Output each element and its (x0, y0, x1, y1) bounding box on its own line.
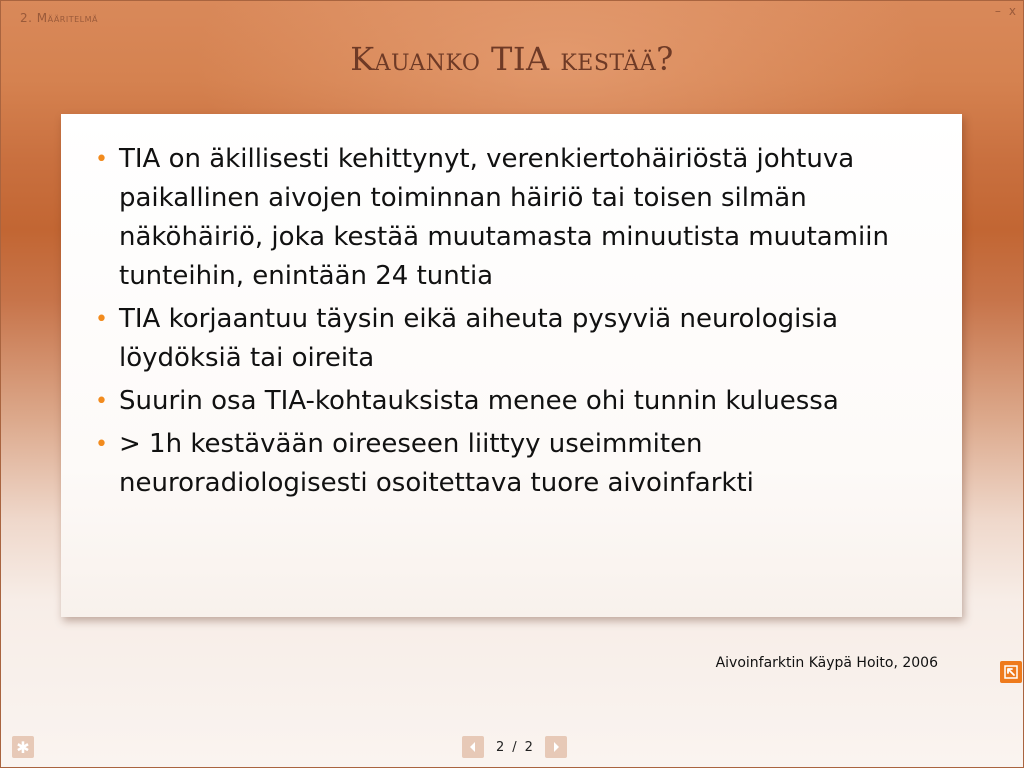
star-button[interactable]: ✱ (12, 736, 34, 758)
bullet-icon: • (95, 432, 108, 457)
total-pages: 2 (524, 739, 533, 755)
bullet-item (95, 300, 932, 378)
content-card (61, 114, 962, 617)
window-controls (995, 4, 1016, 18)
section-label: 2. Määritelmä (20, 11, 98, 25)
next-page-button[interactable] (545, 736, 567, 758)
slide-title: Kauanko TIA kestää? (350, 40, 674, 78)
close-button[interactable]: x (1008, 4, 1016, 18)
minimize-button[interactable]: – (994, 4, 1001, 18)
return-button[interactable] (1000, 661, 1022, 683)
bullet-text: TIA korjaantuu täysin eikä aiheuta pysyviä neurologisia löydöksiä tai oireita (119, 304, 839, 373)
citation: Aivoinfarktin Käypä Hoito, 2006 (715, 655, 938, 671)
page-separator: / (512, 739, 517, 755)
page-indicator (492, 740, 537, 755)
bullet-item (95, 425, 932, 503)
bullet-icon: • (95, 307, 108, 332)
bullet-text: > 1h kestävään oireeseen liittyy useimmiten neuroradiologisesti osoitettava tuore aivoinfarkti (119, 429, 754, 498)
bullet-icon: • (95, 147, 108, 172)
prev-page-button[interactable] (462, 736, 484, 758)
chevron-left-icon (467, 741, 479, 753)
bullet-text: Suurin osa TIA-kohtauksista menee ohi tunnin kuluessa (119, 386, 839, 416)
current-page: 2 (496, 739, 505, 755)
bullet-list (95, 140, 932, 503)
bullet-text: TIA on äkillisesti kehittynyt, verenkiertohäiriöstä johtuva paikallinen aivojen toiminnan häiriö tai toisen silmän näköhäiriö, joka kestää muutamasta minuutista muutamiin tunteihin, enintään 24 tuntia (119, 144, 889, 291)
chevron-right-icon (550, 741, 562, 753)
bullet-icon: • (95, 389, 108, 414)
pager (462, 735, 567, 759)
bullet-item (95, 140, 932, 296)
arrow-up-left-icon (1004, 665, 1018, 679)
bullet-item (95, 382, 932, 421)
